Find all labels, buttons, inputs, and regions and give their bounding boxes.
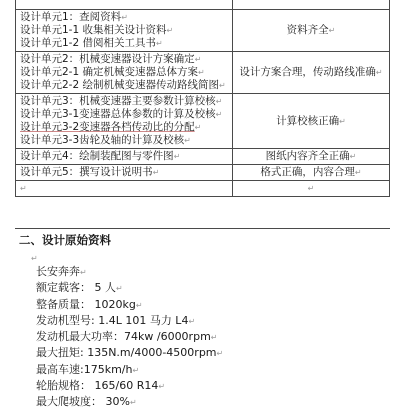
result-cell <box>233 165 390 181</box>
paragraph-mark: ↵ <box>339 116 346 126</box>
paragraph-mark: ↵ <box>152 168 160 177</box>
paragraph-mark: ↵ <box>121 13 128 22</box>
paragraph-mark: ↵ <box>307 184 315 193</box>
table-row <box>16 181 390 197</box>
design-units-table <box>15 0 390 197</box>
paragraph-mark: ↵ <box>194 123 202 132</box>
result-cell <box>233 149 390 165</box>
result-text: 设计方案合理，传动路线准确 <box>239 66 376 78</box>
vehicle-parameter <box>36 362 223 378</box>
vehicle-parameters-list <box>36 264 223 411</box>
paragraph-mark: ↵ <box>215 97 223 106</box>
vehicle-parameter <box>36 297 223 313</box>
design-unit-cell <box>16 181 233 197</box>
design-unit-cell <box>16 94 233 149</box>
vehicle-parameter-text: 轮胎规格： 165/60 R14 <box>36 379 159 393</box>
result-cell <box>233 10 390 52</box>
design-unit-line: 设计单元3-1变速器总体参数的计算及校核 <box>20 108 216 120</box>
design-unit-line: 设计单元5：撰写设计说明书 <box>20 166 153 178</box>
paragraph-mark: ↵ <box>158 382 166 392</box>
paragraph-mark: ↵ <box>349 152 357 161</box>
vehicle-parameter <box>36 264 223 280</box>
paragraph-mark: ↵ <box>194 55 202 64</box>
design-unit-line: 设计单元1-2 借阅相关工具书 <box>20 37 156 49</box>
table-row <box>16 165 390 181</box>
vehicle-parameter-text: 发动机型号: 1.4L 101 马力 L4 <box>36 313 189 327</box>
result-text: 计算校核正确 <box>276 114 340 127</box>
table-row <box>16 10 390 52</box>
vehicle-parameter-text: 长安奔奔 <box>36 265 80 278</box>
paragraph-mark: ↵ <box>354 168 362 177</box>
table-row <box>16 94 390 149</box>
vehicle-parameter <box>36 345 223 361</box>
design-unit-line: 设计单元2：机械变速器设计方案确定 <box>20 53 195 65</box>
design-unit-line: 设计单元1：查阅资料 <box>20 11 122 23</box>
paragraph-mark: ↵ <box>132 365 140 375</box>
paragraph-mark: ↵ <box>198 68 205 77</box>
vehicle-parameter-text: 整备质量： 1020kg <box>36 297 136 311</box>
design-unit-line: 设计单元2-2 绘制机械变速器传动路线简图 <box>20 79 219 91</box>
design-unit-line: 设计单元3-2变速器各档传动比的分配 <box>20 121 195 133</box>
table-row-header-fragment <box>16 0 390 10</box>
vehicle-parameter <box>36 280 223 296</box>
table-row <box>16 149 390 165</box>
paragraph-mark: ↵ <box>80 268 87 277</box>
vehicle-parameter-text: 最高车速:175km/h <box>36 362 133 376</box>
vehicle-parameter-text: 发动机最大功率：74kw /6000rpm <box>36 330 211 344</box>
design-unit-cell <box>16 52 233 94</box>
design-unit-line: 设计单元3-3齿轮及轴的计算及校核 <box>20 134 185 146</box>
paragraph-mark: ↵ <box>219 81 226 90</box>
vehicle-parameter-text: 最大爬坡度： 30% <box>36 395 130 409</box>
result-cell <box>233 181 390 197</box>
result-text: 格式正确，内容合理 <box>260 166 355 178</box>
table-row <box>16 52 390 94</box>
table-bottom-border <box>15 228 390 229</box>
vehicle-parameter-text: 额定载客： 5 人 <box>36 281 116 295</box>
result-cell <box>233 94 390 149</box>
paragraph-mark: ↵ <box>116 284 123 294</box>
paragraph-mark: ↵ <box>166 26 174 35</box>
paragraph-mark: ↵ <box>129 398 137 408</box>
design-unit-cell <box>16 10 233 52</box>
result-cell <box>233 52 390 94</box>
section-title: 二、设计原始资料 <box>19 233 111 247</box>
paragraph-mark: ↵ <box>210 333 218 343</box>
vehicle-parameter-text: 最大扭矩: 135N.m/4000-4500rpm <box>36 346 217 360</box>
paragraph-mark: ↵ <box>173 152 181 161</box>
design-unit-cell <box>16 165 233 181</box>
paragraph-mark: ↵ <box>184 136 191 145</box>
result-text: 资料齐全 <box>286 24 329 36</box>
paragraph-mark: ↵ <box>20 184 27 193</box>
design-unit-line: 设计单元3：机械变速器主要参数计算校核 <box>20 95 216 107</box>
vehicle-parameter <box>36 378 223 394</box>
paragraph-mark: ↵ <box>216 349 224 359</box>
paragraph-mark: ↵ <box>328 26 336 35</box>
paragraph-mark: ↵ <box>135 300 143 310</box>
result-text: 图纸内容齐全正确 <box>265 150 350 162</box>
design-unit-cell <box>16 149 233 165</box>
paragraph-mark: ↵ <box>156 39 163 48</box>
vehicle-parameter <box>36 329 223 345</box>
paragraph-mark: ↵ <box>215 110 223 119</box>
paragraph-mark: ↵ <box>31 254 38 263</box>
design-unit-line: 设计单元4：绘制装配图与零件图 <box>20 150 174 162</box>
design-unit-line: 设计单元2-1 确定机械变速器总体方案 <box>20 66 198 78</box>
paragraph-mark: ↵ <box>188 316 196 326</box>
vehicle-parameter <box>36 394 223 410</box>
design-unit-line: 设计单元1-1 收集相关设计资料 <box>20 24 167 36</box>
paragraph-mark: ↵ <box>375 68 383 77</box>
vehicle-parameter <box>36 313 223 329</box>
